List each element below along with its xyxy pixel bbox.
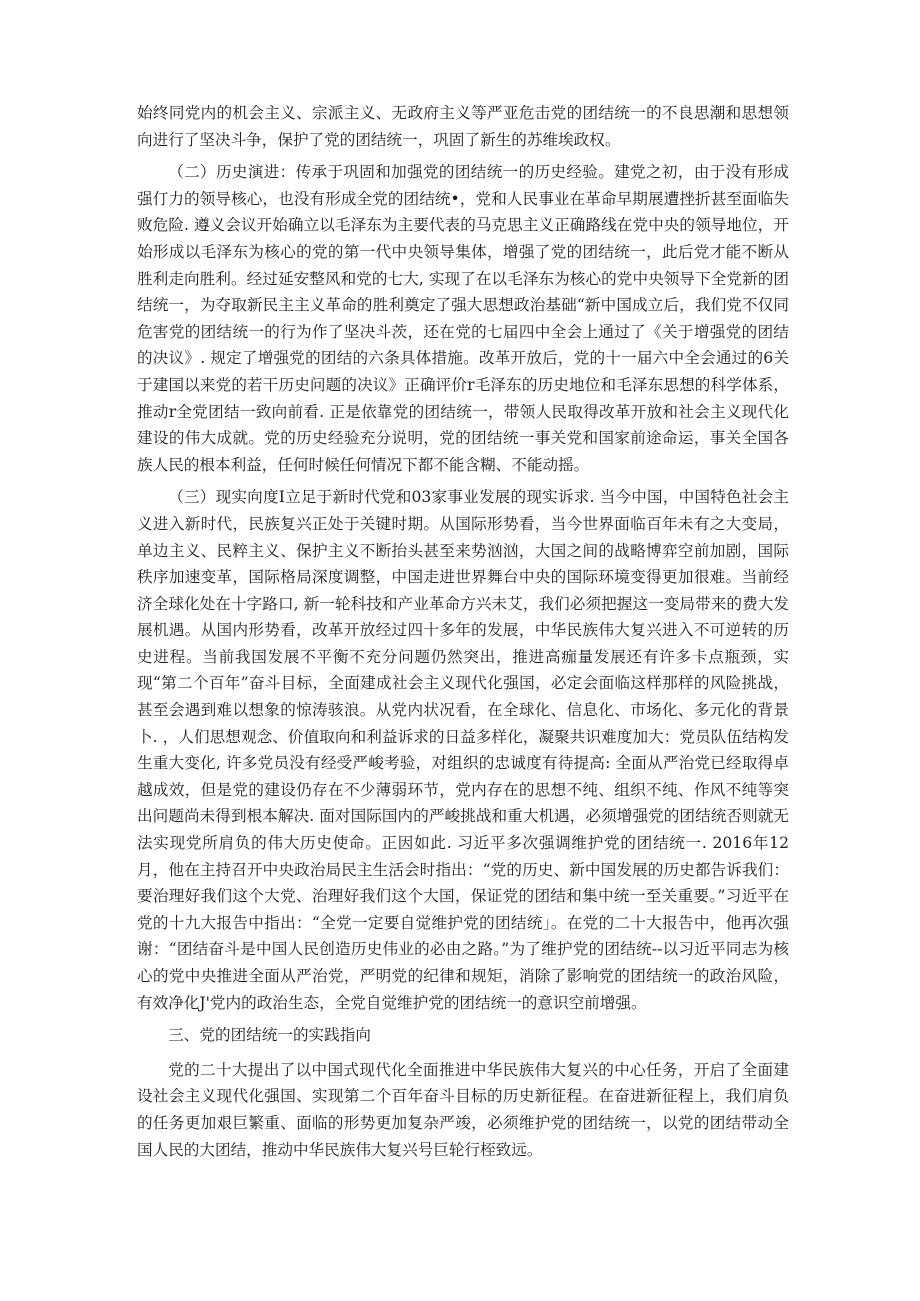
document-body xyxy=(137,100,789,1169)
section-heading: 三、党的团结统一的实践指向 xyxy=(168,1026,371,1045)
paragraph-practice-direction: 党的二十大提出了以中国式现代化全面推进中华民族伟大复兴的中心任务，开启了全面建设社会主义现代化强国、实现第二个百年奋斗目标的历史新征程。在奋进新征程上，我们肩负的任务更加艰巨繁重、面临的形势更加复杂严竣，必须维护党的团结统一，以党的团结带动全国人民的大团结，推动中华民族伟大复兴号巨轮行桎致远。 xyxy=(137,1060,789,1159)
paragraph-continuation: 始终同党内的机会主义、宗派主义、无政府主义等严亚危击党的团结统一的不良思潮和思想领向进行了坚决斗争，保护了党的团结统一，巩固了新生的苏维埃政权。 xyxy=(137,104,789,149)
paragraph-historical-evolution: （二）历史演进：传承于巩固和加强党的团结统一的历史经验。建党之初，由于没有形成强仃力的领导核心，也没有形成全党的团结统•，党和人民事业在革命早期展遭挫折甚至面临失败危险. 遵义会议开始确立以毛泽东为主要代表的马克思主义正确路线在党中央的领导地位，开始形成以毛泽东为核心的党的第一代中央领导集体，增强了党的团结统一，此后党才能不断从胜利走向胜利。经过延安整风和党的七大, 实现了在以毛泽东为核心的党中央领导下全党新的团结统一，为夺取新民主主义革命的胜利奠定了强大思想政治基础“新中国成立后，我们党不仅同危害党的团结统一的行为作了坚决斗茨，还在党的七届四中全会上通过了《关于增强党的团结的决议》. 规定了增强党的团结的六条具体措施。改革开放后，党的十一届六中全会通过的6关于建国以来党的若干历史问题的决议》正确评价r毛泽东的历史地位和毛泽东思想的科学体系，推动r全党团结一致向前看. 正是依靠党的团结统一，带领人民取得改革开放和社会主义现代化建设的伟大成就。党的历史经验充分说明，党的团结统一事关党和国家前途命运，事关全国各族人民的根本利益，任何时候任何情况下都不能含糊、不能动摇。 xyxy=(137,163,789,474)
paragraph-practical-dimension: （三）现实向度I立足于新时代党和03家事业发展的现实诉求. 当今中国，中国特色社会主义进入新时代，民族复兴正处于关键时期。从国际形势看，当今世界面临百年未有之大变局，单边主义、民粹主义、保护主义不断抬头甚至来势汹汹，大国之间的战略博弈空前加剧，国际秩序加速变革，国际格局深度调整，中国走进世界舞台中央的国际环境变得更加很难。当前经济全球化处在十字路口, 新一轮科技和产业革命方兴未艾，我们必须把握这一变局带来的费大发展机遇。从国内形势看，改革开放经过四十多年的发展，中华民族伟大复兴进入不可逆转的历史进程。当前我国发展不平衡不充分问题仍然突出，推进高痂量发展还有许多卡点瓶颈，实现“第二个百年”奋斗目标，全面建成社会主义现代化强国，必定会面临这样那样的风险挑战，甚至会遇到难以想象的惊涛骇浪。从党内状况看，在全球化、信息化、市场化、多元化的背景卜. ，人们思想观念、价值取向和利益诉求的日益多样化，凝聚共识难度加大：党员队伍结构发生重大变化, 许多党员没有经受严峻考验，对组织的忠诚度有待提高: 全面从严治党已经取得卓越成效，但是党的建设仍存在不少薄弱环节，党内存在的思想不纯、组织不纯、作风不纯等突出问题尚未得到根本解决. 面对国际国内的严峻挑战和重大机遇，必须增强党的团结统否则就无法实现党所肩负的伟大历史使命。正因如此. 习近平多次强调维护党的团结统一. 2016年12月，他在主持召开中央政治局民主生活会时指出：“党的历史、新中国发展的历史都告诉我们：要治理好我们这个大党、治理好我们这个大国，保证党的团结和集中统一至关重要。”习近平在党的十九大报告中指出：“全党一定要自觉维护党的团结统」。在党的二十大报告中，他再次强谢：“团结奋斗是中国人民创造历史伟业的必由之路。”为了维护党的团结统--以习近平同志为核心的党中央推进全面从严治党，严明党的纪律和规矩，消除了影响党的团结统一的政治风险，有效净化J'党内的政治生态，全党自觉维护党的团结统一的意识空前增强。 xyxy=(137,488,789,1012)
